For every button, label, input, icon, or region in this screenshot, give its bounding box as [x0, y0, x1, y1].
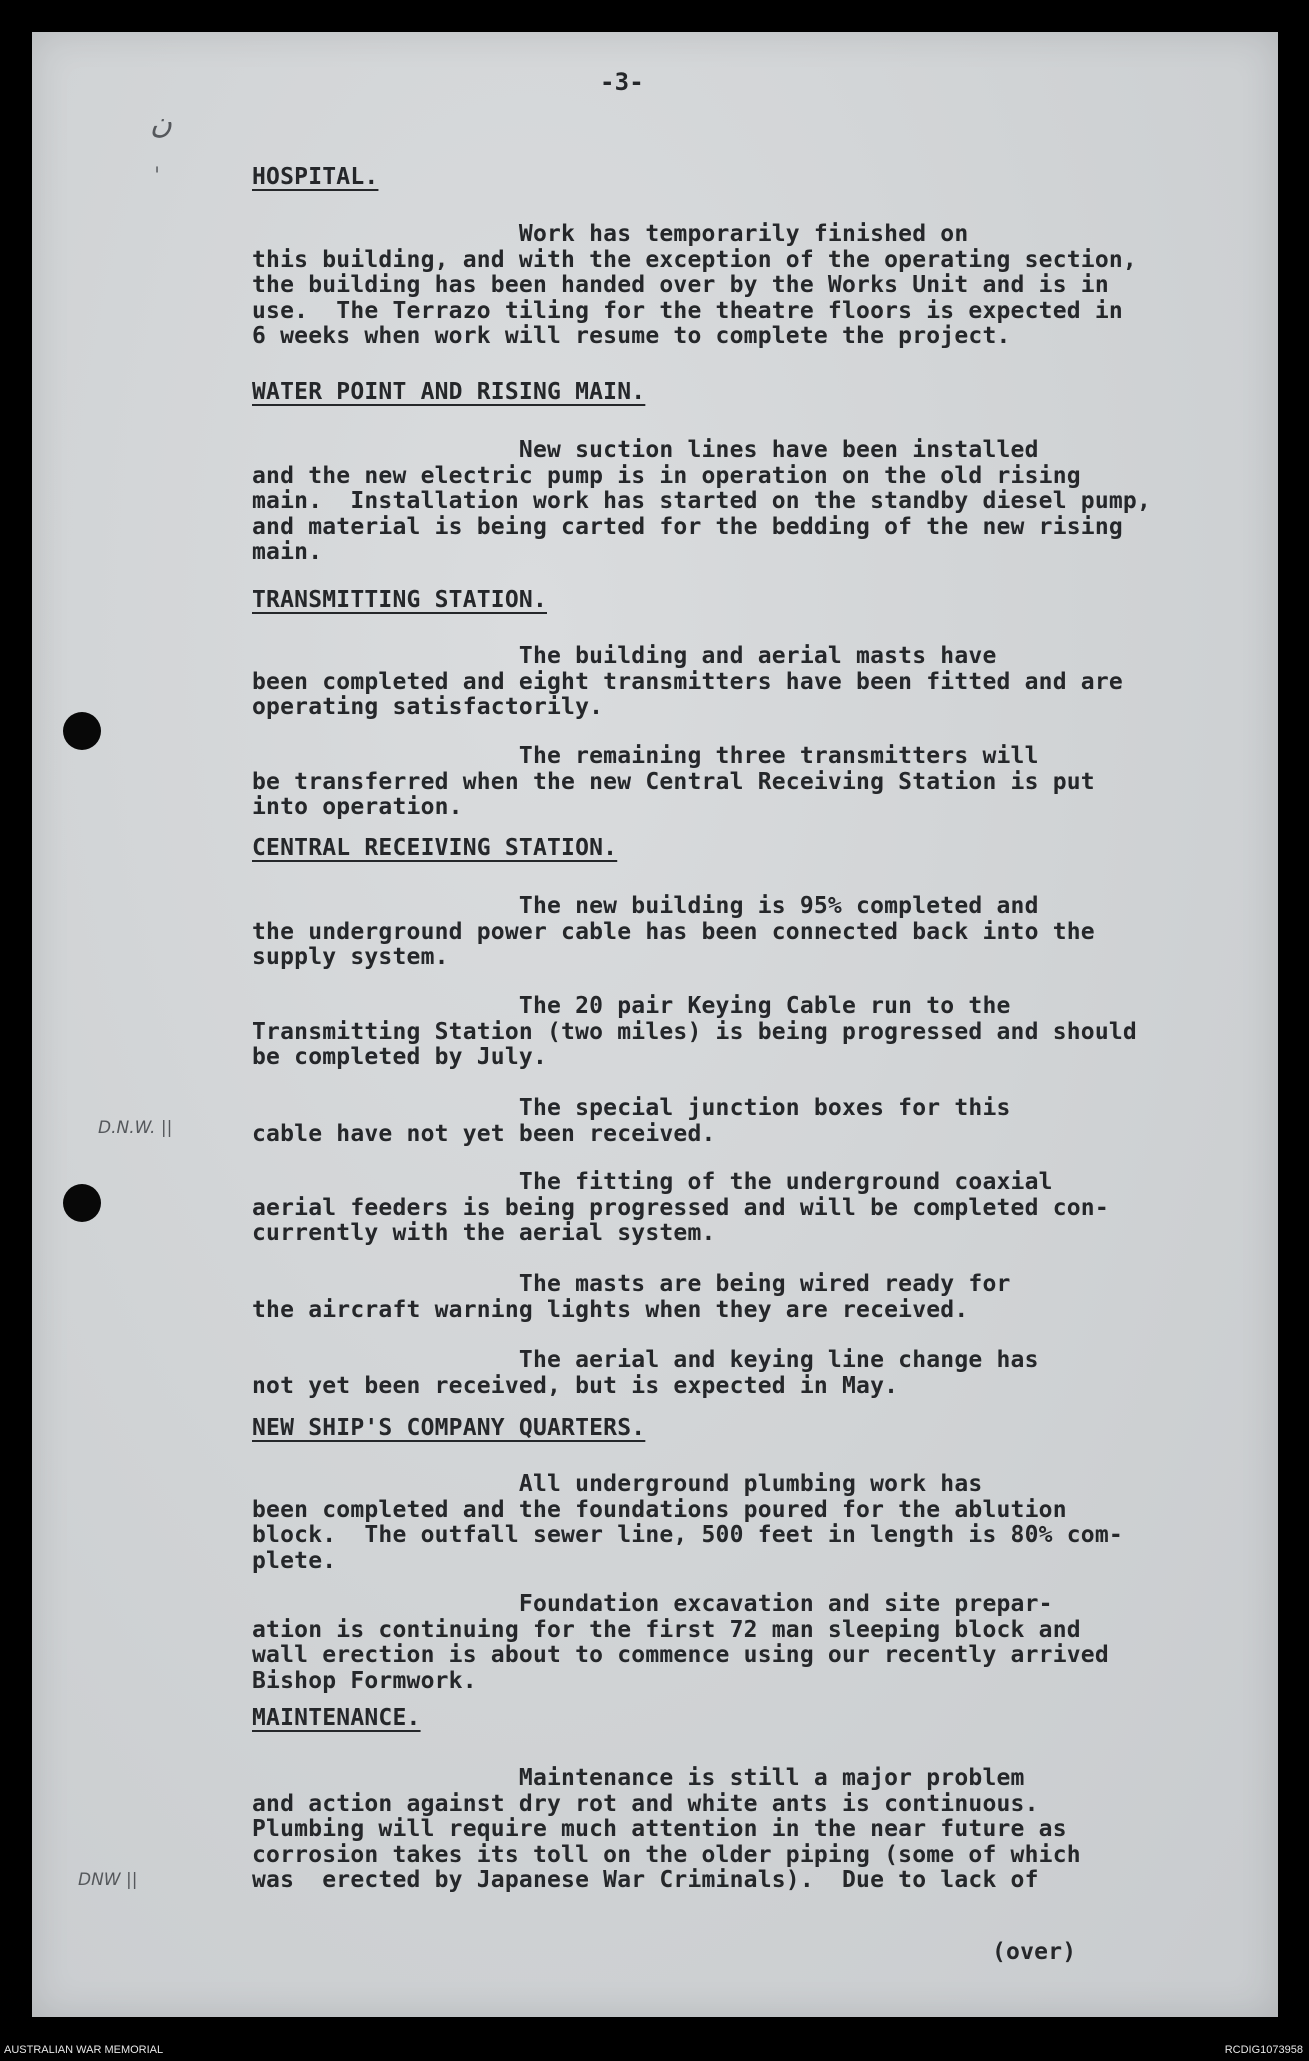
document-page — [32, 32, 1278, 2017]
margin-note-dnw-1: D.N.W. || — [98, 1118, 173, 1138]
paragraph-receiving-4: The fitting of the underground coaxial aerial feeders is being progressed and will be completed con- currently with the aerial system. — [252, 1169, 1109, 1246]
heading-water-point: WATER POINT AND RISING MAIN. — [252, 379, 646, 405]
footer-id: RCDIG1073958 — [1224, 2044, 1303, 2056]
paragraph-quarters-1: All underground plumbing work has been completed and the foundations poured for the ablution block. The outfall sewer line, 500 feet in length is 80% com- plete. — [252, 1471, 1123, 1574]
archive-footer — [0, 2040, 1309, 2061]
margin-note-dnw-2: DNW || — [78, 1870, 138, 1890]
heading-maintenance: MAINTENANCE. — [252, 1705, 421, 1731]
heading-ships-company-quarters: NEW SHIP'S COMPANY QUARTERS. — [252, 1415, 646, 1441]
footer-source: AUSTRALIAN WAR MEMORIAL — [4, 2044, 164, 2056]
paragraph-transmitting-2: The remaining three transmitters will be transferred when the new Central Receiving Station is put into operation. — [252, 743, 1095, 820]
paragraph-quarters-2: Foundation excavation and site prepar- ation is continuing for the first 72 man sleeping block and wall erection is about to commence using our recently arrived Bishop Formwork. — [252, 1591, 1109, 1694]
paragraph-transmitting-1: The building and aerial masts have been completed and eight transmitters have been fitted and are operating satisfactorily. — [252, 643, 1123, 720]
paragraph-receiving-1: The new building is 95% completed and the underground power cable has been connected back into the supply system. — [252, 893, 1095, 970]
page-number: -3- — [600, 68, 644, 96]
punch-hole-upper — [63, 712, 101, 750]
paragraph-maintenance: Maintenance is still a major problem and action against dry rot and white ants is continuous. Plumbing will require much attention in the near future as corrosion takes its toll on the older piping (some of which was erected by Japanese War Criminals). Due to lack of — [252, 1765, 1081, 1893]
heading-hospital: HOSPITAL. — [252, 164, 379, 190]
continuation-note: (over) — [992, 1939, 1077, 1965]
margin-mark-tick: ˌ — [154, 150, 161, 175]
paragraph-receiving-3: The special junction boxes for this cable have not yet been received. — [252, 1095, 1011, 1147]
paragraph-receiving-2: The 20 pair Keying Cable run to the Transmitting Station (two miles) is being progressed and should be completed by July. — [252, 993, 1137, 1070]
paragraph-receiving-5: The masts are being wired ready for the aircraft warning lights when they are received. — [252, 1271, 1011, 1323]
paragraph-hospital: Work has temporarily finished on this building, and with the exception of the operating section, the building has been handed over by the Works Unit and is in use. The Terrazo tiling for the theatre floors is expected in 6 weeks when work will resume to complete the project. — [252, 221, 1137, 349]
punch-hole-lower — [63, 1184, 101, 1222]
heading-central-receiving: CENTRAL RECEIVING STATION. — [252, 835, 618, 861]
paragraph-water-point: New suction lines have been installed and the new electric pump is in operation on the old rising main. Installation work has started on the standby diesel pump, and material is being carted for the bedding of the new rising main. — [252, 437, 1152, 565]
heading-transmitting-station: TRANSMITTING STATION. — [252, 587, 547, 613]
margin-mark-top: ن — [150, 106, 173, 141]
paragraph-receiving-6: The aerial and keying line change has not yet been received, but is expected in May. — [252, 1347, 1039, 1399]
